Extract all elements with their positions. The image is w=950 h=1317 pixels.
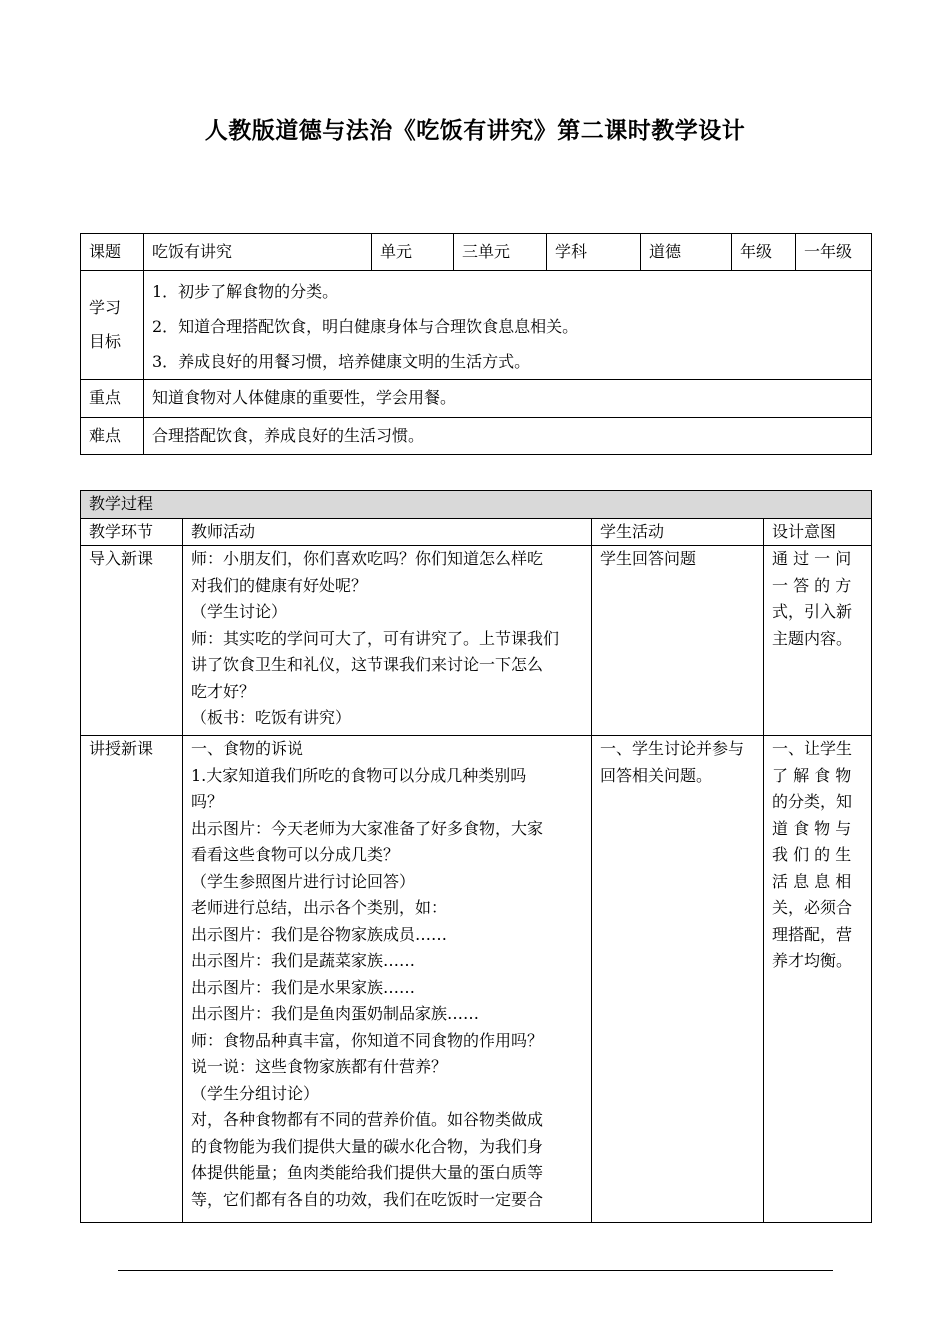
design-intent-cell <box>764 546 872 736</box>
teacher-activity-cell <box>183 736 592 1223</box>
intent-line: 的分类，知 <box>772 792 853 811</box>
subject-label: 学科 <box>547 234 641 271</box>
grade-value: 一年级 <box>796 234 872 271</box>
teaching-process-table <box>80 490 872 1223</box>
intent-line: 一、让学生 <box>772 739 853 758</box>
teacher-line: 对我们的健康有好处呢？ <box>191 575 368 595</box>
unit-label: 单元 <box>372 234 454 271</box>
student-line: 回答相关问题。 <box>600 765 713 785</box>
teacher-line: 的食物能为我们提供大量的碳水化合物，为我们身 <box>191 1136 544 1156</box>
teacher-line: 体提供能量；鱼肉类能给我们提供大量的蛋白质等 <box>191 1163 544 1182</box>
key-point-value: 知道食物对人体健康的重要性，学会用餐。 <box>144 380 872 418</box>
process-section-title: 教学过程 <box>81 491 872 519</box>
teacher-line: 老师进行总结，出示各个类别，如： <box>191 898 448 917</box>
difficult-point-value: 合理搭配饮食，养成良好的生活习惯。 <box>144 418 872 455</box>
intent-line: 主题内容。 <box>772 628 853 648</box>
goals-label <box>81 271 144 380</box>
teacher-line: 看看这些食物可以分成几类？ <box>191 845 400 864</box>
intent-line: 理搭配，营 <box>772 924 853 944</box>
topic-label: 课题 <box>81 234 144 271</box>
student-activity-cell: 学生回答问题 <box>592 546 764 736</box>
goal-item: 2．知道合理搭配饮食，明白健康身体与合理饮食息息相关。 <box>152 317 579 336</box>
student-activity-cell <box>592 736 764 1223</box>
teacher-line: （板书：吃饭有讲究） <box>191 708 352 727</box>
column-header: 学生活动 <box>592 518 764 546</box>
footer-rule <box>118 1270 833 1271</box>
goal-item: 1．初步了解食物的分类。 <box>152 282 339 301</box>
column-header: 教学环节 <box>81 518 183 546</box>
student-line: 一、学生讨论并参与 <box>600 739 745 758</box>
goals-label-line: 学习 <box>89 297 122 317</box>
intent-line: 了 解 食 物 <box>772 765 852 785</box>
teacher-line: （学生参照图片进行讨论回答） <box>191 871 416 891</box>
key-point-label: 重点 <box>81 380 144 418</box>
stage-cell: 讲授新课 <box>81 736 183 1223</box>
teacher-line: （学生讨论） <box>191 602 288 621</box>
topic-value: 吃饭有讲究 <box>144 234 372 271</box>
teacher-line: 师：食物品种真丰富，你知道不同食物的作用吗？ <box>191 1030 544 1050</box>
goal-item: 3．养成良好的用餐习惯，培养健康文明的生活方式。 <box>152 352 531 371</box>
teacher-line: 对，各种食物都有不同的营养价值。如谷物类做成 <box>191 1110 544 1129</box>
stage-cell: 导入新课 <box>81 546 183 736</box>
grade-label: 年级 <box>732 234 796 271</box>
teacher-line: 吗？ <box>191 792 224 811</box>
teacher-line: 讲了饮食卫生和礼仪，这节课我们来讨论一下怎么 <box>191 655 544 674</box>
intent-line: 我 们 的 生 <box>772 845 852 864</box>
goals-list <box>144 271 872 380</box>
goals-label-line: 目标 <box>89 332 122 351</box>
teacher-line: 说一说：这些食物家族都有什营养？ <box>191 1057 448 1076</box>
subject-value: 道德 <box>641 234 732 271</box>
teacher-activity-cell <box>183 546 592 736</box>
intent-line: 道 食 物 与 <box>772 818 852 838</box>
teacher-line: 吃才好？ <box>191 681 256 701</box>
column-header: 教师活动 <box>183 518 592 546</box>
teacher-line: 师：小朋友们，你们喜欢吃吗？你们知道怎么样吃 <box>191 549 544 568</box>
teacher-line: 出示图片：我们是谷物家族成员…… <box>191 924 448 944</box>
intent-line: 式，引入新 <box>772 602 853 621</box>
teacher-line: 出示图片：我们是鱼肉蛋奶制品家族…… <box>191 1004 480 1023</box>
teacher-line: 出示图片：我们是水果家族…… <box>191 977 416 997</box>
difficult-point-label: 难点 <box>81 418 144 455</box>
teacher-line: 1.大家知道我们所吃的食物可以分成几种类别吗 <box>191 765 527 785</box>
lesson-info-table <box>80 233 872 455</box>
teacher-line: 师：其实吃的学问可大了，可有讲究了。上节课我们 <box>191 628 560 648</box>
intent-line: 通 过 一 问 <box>772 549 852 568</box>
document-title: 人教版道德与法治《吃饭有讲究》第二课时教学设计 <box>204 118 746 144</box>
intent-line: 一 答 的 方 <box>772 575 852 595</box>
column-header: 设计意图 <box>764 518 872 546</box>
intent-line: 养才均衡。 <box>772 951 853 970</box>
teacher-line: 等，它们都有各自的功效，我们在吃饭时一定要合 <box>191 1189 544 1209</box>
intent-line: 关，必须合 <box>772 898 853 917</box>
teacher-line: 出示图片：我们是蔬菜家族…… <box>191 951 416 970</box>
intent-line: 活 息 息 相 <box>772 871 852 891</box>
teacher-line: 出示图片：今天老师为大家准备了好多食物，大家 <box>191 818 544 838</box>
teacher-line: （学生分组讨论） <box>191 1083 320 1103</box>
design-intent-cell <box>764 736 872 1223</box>
teacher-line: 一、食物的诉说 <box>191 739 304 758</box>
unit-value: 三单元 <box>454 234 547 271</box>
